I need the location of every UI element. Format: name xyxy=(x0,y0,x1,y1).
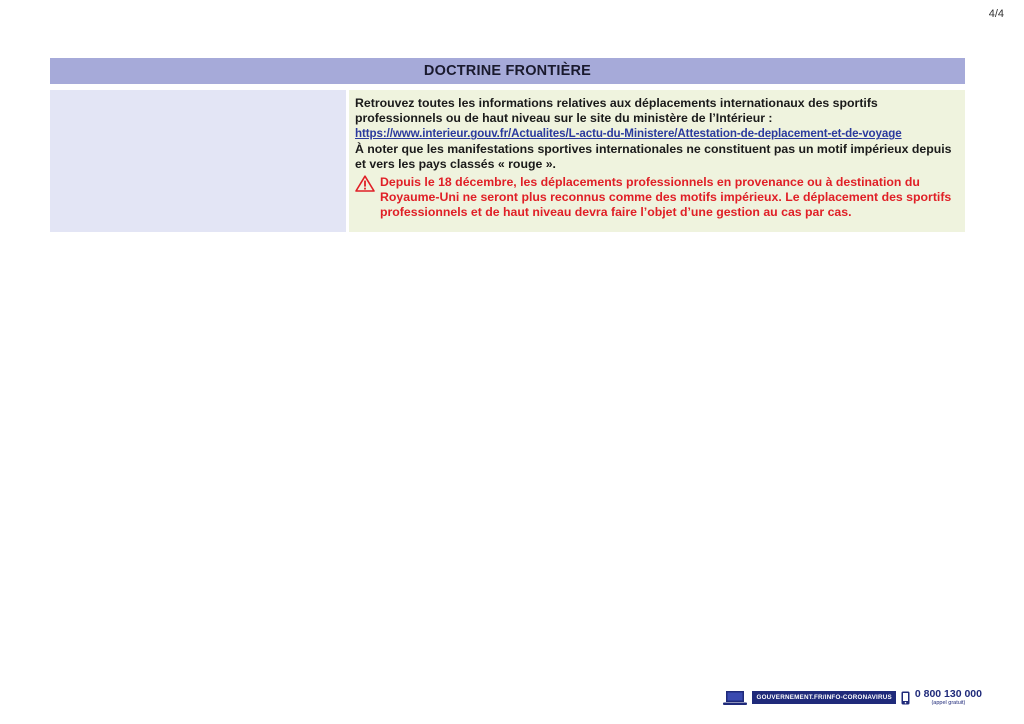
warning-block xyxy=(355,175,957,221)
note-text: À noter que les manifestations sportives internationales ne constituent pas un motif impérieux depuis et vers les pays classés « rouge ». xyxy=(355,141,952,171)
phone-icon xyxy=(901,691,910,705)
footer xyxy=(723,689,982,706)
interieur-link[interactable]: https://www.interieur.gouv.fr/Actualites/L-actu-du-Ministere/Attestation-de-deplacement-et-de-voyage xyxy=(355,127,902,141)
phone-block xyxy=(915,689,982,706)
phone-note: (appel gratuit) xyxy=(931,699,966,706)
content-row xyxy=(50,90,965,232)
right-cell xyxy=(349,90,965,232)
section-title: DOCTRINE FRONTIÈRE xyxy=(50,58,965,84)
laptop-icon xyxy=(723,690,747,706)
intro-text: Retrouvez toutes les informations relatives aux déplacements internationaux des sportifs professionnels ou de haut niveau sur le site du ministère de l’Intérieur : xyxy=(355,96,878,126)
page-number: 4/4 xyxy=(988,8,1004,20)
warning-triangle-icon xyxy=(355,175,375,192)
warning-text: Depuis le 18 décembre, les déplacements professionnels en provenance ou à destination du Royaume-Uni ne seront plus reconnus comme des motifs impérieux. Le déplacement des sportifs professionnels et de haut niveau devra faire l’objet d’une gestion au cas par cas. xyxy=(380,175,952,220)
phone-number: 0 800 130 000 xyxy=(914,688,982,700)
footer-site-link[interactable]: GOUVERNEMENT.FR/INFO-CORONAVIRUS xyxy=(752,691,895,704)
left-cell xyxy=(50,90,346,232)
